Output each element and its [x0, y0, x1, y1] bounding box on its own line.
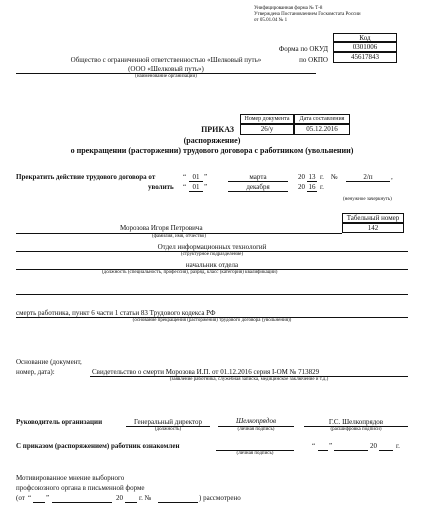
- acquainted-month-line: [334, 450, 368, 451]
- employee-department-caption: (структурное подразделение): [180, 252, 244, 257]
- dismiss-label: уволить: [148, 183, 174, 191]
- head-signature-caption: (личная подпись): [237, 427, 275, 432]
- union-month-line: [52, 502, 112, 503]
- organization-name: Общество с ограниченной ответственностью «Шелковый путь»: [70, 56, 262, 64]
- basis-label-line2: номер, дата):: [16, 368, 55, 376]
- order-heading: о прекращении (расторжении) трудового договора с работником (увольнении): [70, 146, 354, 155]
- form-approval-date: от 05.01.04 № 1: [254, 18, 288, 23]
- union-day-close-quote: ”: [46, 494, 50, 502]
- acquainted-year-suffix: г.: [396, 442, 400, 450]
- dismiss-day-close-quote: ”: [204, 183, 208, 191]
- strike-unneeded-caption: (ненужное зачеркнуть): [343, 197, 392, 202]
- document-date-header: Дата составления: [294, 114, 350, 124]
- union-year-suffix: г. №: [139, 494, 152, 502]
- acquainted-label: С приказом (распоряжением) работник ознакомлен: [16, 442, 180, 450]
- document-date: 05.12.2016: [294, 124, 350, 135]
- dismiss-year-suffix: г.: [320, 183, 324, 191]
- head-signature: Шелкопрядов: [235, 417, 277, 425]
- order-subtitle: (распоряжение): [183, 136, 241, 145]
- contract-comma: ,: [391, 173, 393, 181]
- basis-caption: (заявление работника, служебная записка, медицинское заключение и т.д.): [169, 377, 329, 382]
- head-name-caption: (расшифровка подписи): [330, 427, 382, 432]
- head-position: Генеральный директор: [134, 418, 202, 426]
- acquainted-year-line: [379, 450, 393, 451]
- organization-caption: (наименование организации): [135, 74, 197, 79]
- employee-fio-caption: (фамилия, имя, отчество): [152, 234, 206, 239]
- termination-reason-caption: (основание прекращения (расторжения) трудового договора (увольнения)): [132, 318, 292, 323]
- okpo-label: по ОКПО: [299, 56, 328, 64]
- document-number-header: Номер документа: [240, 114, 294, 124]
- codes-header: Код: [333, 33, 397, 42]
- contract-year-suffix: г.: [320, 173, 324, 181]
- contract-month: марта: [228, 173, 288, 182]
- union-opinion-line1: Мотивированное мнение выборного: [16, 474, 125, 482]
- termination-reason: смерть работника, пункт 6 части 1 статьи 83 Трудового кодекса РФ: [16, 309, 216, 317]
- tab-number-header: Табельный номер: [342, 213, 404, 223]
- okud-label: Форма по ОКУД: [278, 45, 328, 53]
- basis-label-line1: Основание (документ,: [16, 358, 82, 366]
- union-year-line: [125, 502, 137, 503]
- dismiss-year: 16: [308, 183, 316, 191]
- employee-position: начальник отдела: [185, 261, 239, 269]
- union-day-line: [33, 502, 45, 503]
- employee-position-caption: (должность (специальность, профессия), разряд, класс (категория) квалификации): [102, 270, 278, 275]
- union-from-label: (от: [16, 494, 25, 502]
- acquainted-day-close-quote: ”: [329, 442, 333, 450]
- dismiss-year-prefix: 20: [298, 183, 305, 191]
- order-title: ПРИКАЗ: [201, 125, 234, 134]
- tab-number: 142: [342, 223, 404, 233]
- head-position-caption: (должность): [154, 427, 182, 432]
- document-number: 26/у: [240, 124, 294, 135]
- form-approval-note: Утверждена Постановлением Госкомстата России: [254, 12, 361, 17]
- reason-blank-line: [16, 294, 408, 295]
- head-name: Г.С. Шелкопрядов: [328, 418, 384, 426]
- termination-label: Прекратить действие трудового договора от: [16, 173, 156, 181]
- acquainted-signature-caption: (личная подпись): [236, 451, 274, 456]
- contract-day-open-quote: “: [183, 173, 187, 181]
- contract-year: 13: [308, 173, 316, 181]
- contract-number: 2/п: [346, 173, 390, 182]
- basis-document: Свидетельство о смерти Морозова И.П. от 01.12.2016 серия I-ОМ № 713829: [92, 368, 320, 376]
- union-number-line: [158, 502, 198, 503]
- contract-day: 01: [189, 173, 203, 182]
- contract-year-prefix: 20: [298, 173, 305, 181]
- dismiss-month: декабря: [228, 183, 288, 192]
- organization-short-name: (ООО «Шелковый путь»): [128, 65, 204, 73]
- okpo-code: 45617843: [333, 52, 397, 63]
- form-unified-note: Унифицированная форма № Т-8: [254, 6, 323, 11]
- union-year-prefix: 20: [116, 494, 123, 502]
- employee-fio: Морозова Игоря Петровича: [120, 224, 203, 232]
- dismiss-day: 01: [189, 183, 203, 192]
- contract-number-sign: №: [331, 173, 338, 181]
- union-opinion-line2: профсоюзного органа в письменной форме: [16, 484, 145, 492]
- acquainted-day-open-quote: “: [312, 442, 316, 450]
- acquainted-year-prefix: 20: [370, 442, 377, 450]
- okud-code: 0301006: [333, 42, 397, 52]
- contract-day-close-quote: ”: [204, 173, 208, 181]
- employee-department: Отдел информационных технологий: [157, 243, 267, 251]
- union-reviewed: ) рассмотрено: [199, 494, 241, 502]
- union-day-open-quote: “: [28, 494, 32, 502]
- dismiss-day-open-quote: “: [183, 183, 187, 191]
- acquainted-day-line: [318, 450, 328, 451]
- head-label: Руководитель организации: [16, 418, 103, 426]
